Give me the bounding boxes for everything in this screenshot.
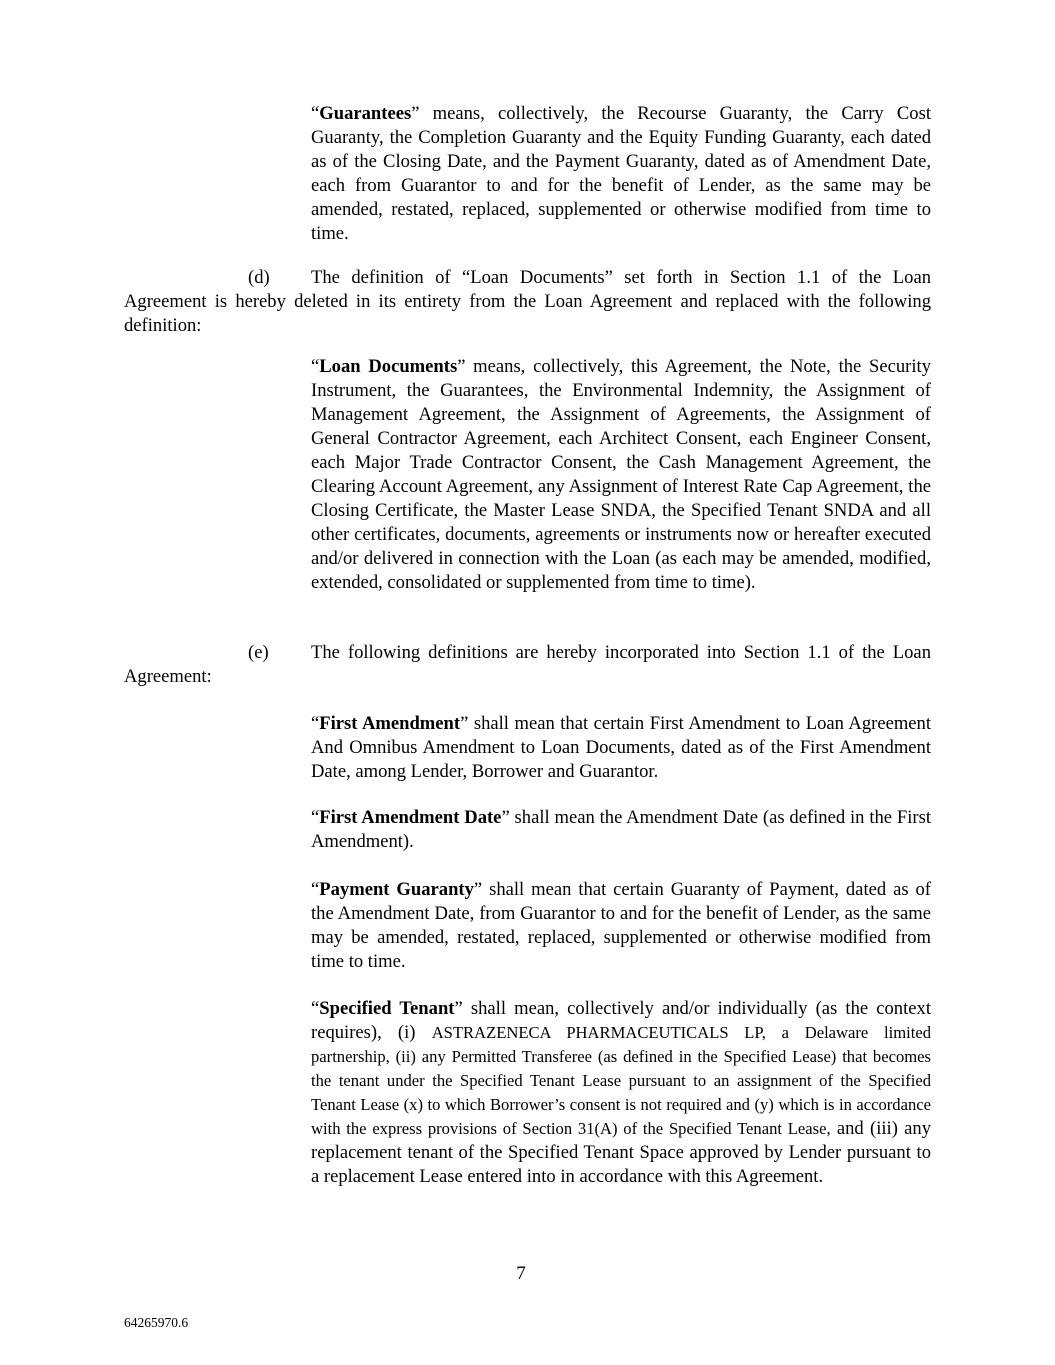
defined-term: Loan Documents (319, 356, 458, 377)
open-quote: “ (311, 998, 320, 1019)
page-number: 7 (516, 1263, 526, 1284)
definition-first-amendment-date (311, 806, 931, 854)
open-quote: “ (311, 879, 320, 900)
definition-specified-tenant (311, 997, 931, 1189)
defined-term: Payment Guaranty (319, 879, 474, 900)
defined-term: First Amendment (319, 713, 461, 734)
definition-text: ” means, collectively, this Agreement, the Note, the Security Instrument, the Guarantees, the Environmental Indemnity, the Assignment of Management Agreement, the Assignment of Agreements, the Assignment of General Contractor Agreement, each Architect Consent, each Engineer Consent, each Major Trade Contractor Consent, the Cash Management Agreement, the Clearing Account Agreement, any Assignment of Interest Rate Cap Agreement, the Closing Certificate, the Master Lease SNDA, the Specified Tenant SNDA and all other certificates, documents, agreements or instruments now or hereafter executed and/or delivered in connection with the Loan (as each may be amended, modified, extended, consolidated or supplemented from time to time). (311, 356, 931, 593)
document-id: 64265970.6 (124, 1315, 189, 1330)
definition-text: and (iii) any replacement tenant of the Specified Tenant Space approved by Lender pursuant to a replacement Lease entered into in accordance with this Agreement. (311, 1118, 931, 1187)
definition-text: ” shall mean that certain Guaranty of Payment, dated as of the Amendment Date, from Guarantor to and for the benefit of Lender, as the same may be amended, restated, replaced, supplemented or otherwise modified from time to time. (311, 879, 932, 972)
section-d (124, 266, 931, 338)
section-e (124, 641, 931, 689)
definition-payment-guaranty (311, 878, 931, 974)
open-quote: “ (311, 807, 320, 828)
section-marker: (d) (248, 267, 270, 288)
definition-guarantees (311, 102, 931, 246)
definition-text-small: ASTRAZENECA PHARMACEUTICALS LP, a Delaware limited partnership, (ii) any Permitted Transferee (as defined in the Specified Lease) that becomes the tenant under the Specified Tenant Lease pursuant to an assignment of the Specified Tenant Lease (x) to which Borrower’s consent is not required and (y) which is in accordance with the express provisions of Section 31(A) of the Specified Tenant Lease, (311, 1023, 931, 1138)
definition-first-amendment (311, 712, 931, 784)
definition-text: ” shall mean that certain First Amendment to Loan Agreement And Omnibus Amendment to Loan Documents, dated as of the First Amendment Date, among Lender, Borrower and Guarantor. (311, 713, 932, 782)
section-marker: (e) (248, 642, 269, 663)
definition-text: ” shall mean the Amendment Date (as defined in the First Amendment). (311, 807, 931, 852)
section-text: The following definitions are hereby incorporated into Section 1.1 of the Loan Agreement: (124, 642, 931, 687)
defined-term: First Amendment Date (319, 807, 502, 828)
defined-term: Guarantees (319, 103, 412, 124)
defined-term: Specified Tenant (319, 998, 455, 1019)
definition-loan-documents (311, 355, 931, 595)
open-quote: “ (311, 356, 320, 377)
definition-text: ” means, collectively, the Recourse Guaranty, the Carry Cost Guaranty, the Completion Guaranty and the Equity Funding Guaranty, each dated as of the Closing Date, and the Payment Guaranty, dated as of Amendment Date, each from Guarantor to and for the benefit of Lender, as the same may be amended, restated, replaced, supplemented or otherwise modified from time to time. (311, 103, 931, 244)
definition-text: ” shall mean, collectively and/or individually (as the context requires), (i) (311, 998, 931, 1043)
section-text: The definition of “Loan Documents” set forth in Section 1.1 of the Loan Agreement is hereby deleted in its entirety from the Loan Agreement and replaced with the following definition: (124, 267, 931, 336)
open-quote: “ (311, 103, 320, 124)
open-quote: “ (311, 713, 320, 734)
